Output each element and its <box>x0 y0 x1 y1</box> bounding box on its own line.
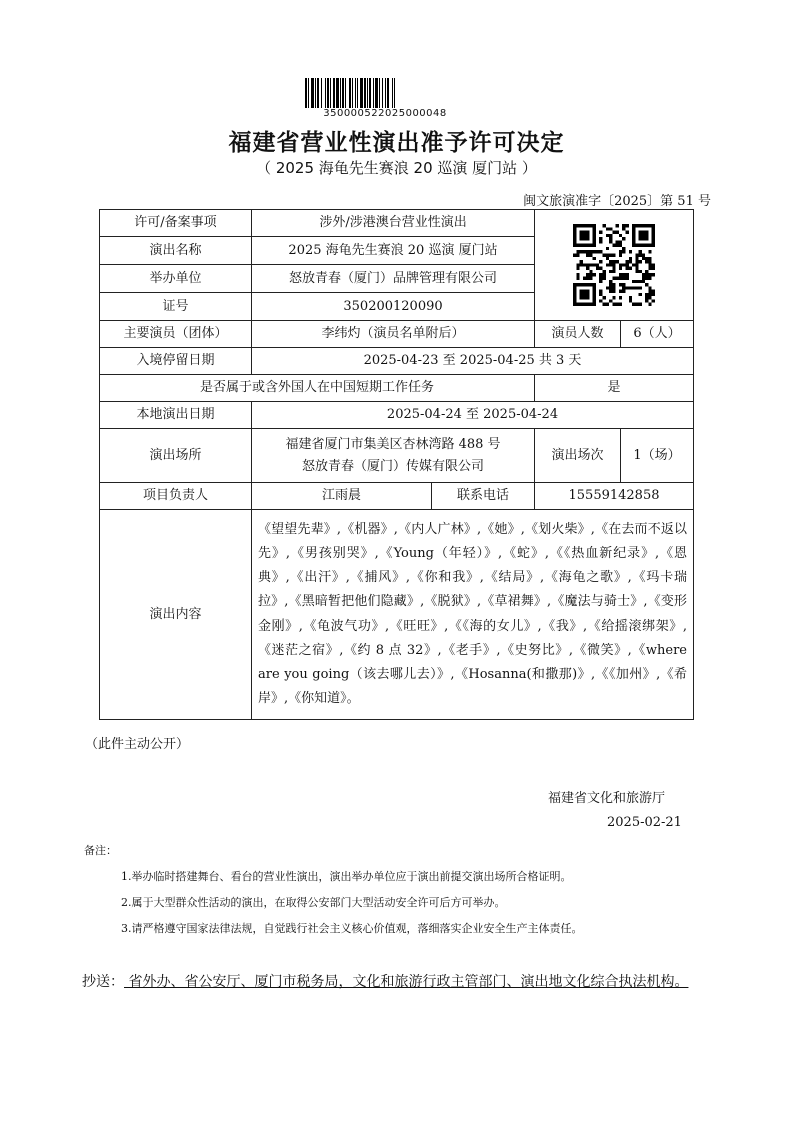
venue-line-1: 福建省厦门市集美区杏林湾路 488 号 <box>285 436 501 452</box>
organizer-label: 举办单位 <box>100 265 252 293</box>
phone-label: 联系电话 <box>432 483 535 510</box>
note-item: 3.请严格遵守国家法律法规，自觉践行社会主义核心价值观，落细落实企业安全生产主体责任。 <box>121 922 583 935</box>
qr-code-icon <box>573 224 655 306</box>
stay-label: 入境停留日期 <box>100 348 252 375</box>
note-item: 1.举办临时搭建舞台、看台的营业性演出，演出举办单位应于演出前提交演出场所合格证明。 <box>121 870 572 883</box>
show-name-label: 演出名称 <box>100 237 252 265</box>
cert-label: 证号 <box>100 293 252 321</box>
document-subtitle: （ 2025 海龟先生赛浪 20 巡演 厦门站 ） <box>256 159 537 177</box>
performer-count-value: 6（人） <box>621 321 694 348</box>
barcode <box>305 78 463 108</box>
manager-label: 项目负责人 <box>100 483 252 510</box>
venue-value <box>252 429 535 483</box>
document-number: 闽文旅演准字〔2025〕第 51 号 <box>523 194 711 209</box>
cc-section <box>82 970 722 995</box>
sessions-value: 1（场） <box>621 429 694 483</box>
issue-date: 2025-02-21 <box>607 815 682 830</box>
content-label: 演出内容 <box>100 510 252 720</box>
performer-label: 主要演员（团体） <box>100 321 252 348</box>
performer-value: 李纬灼（演员名单附后） <box>252 321 535 348</box>
show-name-value: 2025 海龟先生赛浪 20 巡演 厦门站 <box>252 237 535 265</box>
local-date-value: 2025-04-24 至 2025-04-24 <box>252 402 694 429</box>
document-title: 福建省营业性演出准予许可决定 <box>228 130 565 156</box>
sessions-label: 演出场次 <box>535 429 621 483</box>
permit-type-label: 许可/备案事项 <box>100 210 252 237</box>
permit-table <box>99 209 694 720</box>
performer-count-label: 演员人数 <box>535 321 621 348</box>
phone-value: 15559142858 <box>535 483 694 510</box>
organizer-value: 怒放青春（厦门）品牌管理有限公司 <box>252 265 535 293</box>
stay-value: 2025-04-23 至 2025-04-25 共 3 天 <box>252 348 694 375</box>
barcode-number: 35000052202500004​8 <box>323 108 447 119</box>
foreign-work-value: 是 <box>535 375 694 402</box>
cert-value: 350200120090 <box>252 293 535 321</box>
cc-label: 抄送： <box>82 974 124 990</box>
venue-line-2: 怒放青春（厦门）传媒有限公司 <box>302 458 485 474</box>
manager-value: 江雨晨 <box>252 483 432 510</box>
venue-label: 演出场所 <box>100 429 252 483</box>
issuer: 福建省文化和旅游厅 <box>548 791 666 806</box>
local-date-label: 本地演出日期 <box>100 402 252 429</box>
permit-type-value: 涉外/涉港澳台营业性演出 <box>252 210 535 237</box>
cc-recipients: 省外办、省公安厅、厦门市税务局，文化和旅游行政主管部门、演出地文化综合执法机构。 <box>124 974 689 990</box>
notes-heading: 备注： <box>84 844 117 857</box>
content-value: 《望望先辈》,《机器》,《内人广林》,《她》,《划火柴》,《在去而不返以先》,《男孩别哭》,《Young（年轻）》,《蛇》,《《热血新纪录》,《恩典》,《出汗》,《捕风》,《你和我》,《结局》,《海龟之歌》,《玛卡瑞拉》,《黑暗暂把他们隐藏》,《脱狱》,《草裙舞》,《魔法与骑士》,《变形金刚》,《龟波气功》,《旺旺》,《《海的女儿》,《我》,《给摇滚绑架》,《迷茫之宿》,《约 8 点 32》,《老手》,《史努比》,《微笑》,《where are you going（该去哪儿去）》,《Hosanna(和撒那)》,《《加州》,《希岸》,《你知道》。 <box>252 510 694 720</box>
foreign-work-label: 是否属于或含外国人在中国短期工作任务 <box>100 375 535 402</box>
qr-code-cell <box>535 210 694 321</box>
public-note: （此件主动公开） <box>85 737 190 752</box>
note-item: 2.属于大型群众性活动的演出，在取得公安部门大型活动安全许可后方可举办。 <box>121 896 506 909</box>
